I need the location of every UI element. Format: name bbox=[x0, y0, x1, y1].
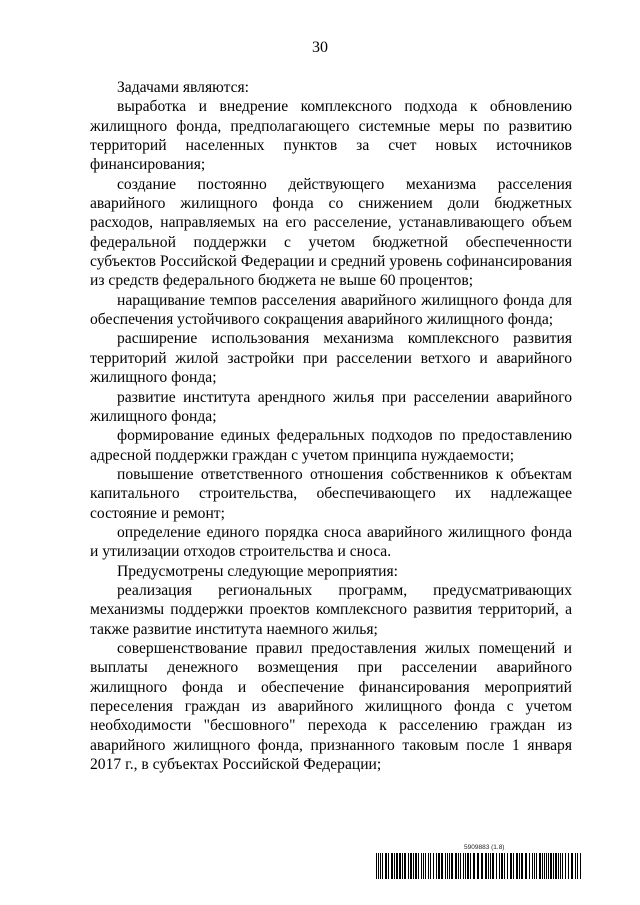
paragraph: выработка и внедрение комплексного подхода к обновлению жилищного фонда, предполагающего системные меры по развитию территорий населенных пунктов за счет новых источников финансирования; bbox=[90, 98, 572, 174]
paragraph: развитие института арендного жилья при расселении аварийного жилищного фонда; bbox=[90, 388, 572, 425]
page-number: 30 bbox=[312, 39, 328, 56]
paragraph-measures-heading: Предусмотрены следующие мероприятия: bbox=[117, 562, 399, 580]
document-body bbox=[90, 78, 572, 774]
paragraph: определение единого порядка сноса аварийного жилищного фонда и утилизации отходов строительства и сноса. bbox=[90, 523, 572, 561]
paragraph: расширение использования механизма комплексного развития территорий жилой застройки при расселении ветхого и аварийного жилищного фонда; bbox=[90, 330, 572, 387]
paragraph: создание постоянно действующего механизма расселения аварийного жилищного фонда со снижением доли бюджетных расходов, направляемых на его расселение, устанавливающего объем федеральной поддержки с учетом бюджетной обеспеченности субъектов Российской Федерации и средний уровень софинансирования из средств федерального бюджета не выше 60 процентов; bbox=[90, 175, 572, 290]
paragraph: повышение ответственного отношения собственников к объектам капитального строительства, обеспечивающего их надлежащее состояние и ремонт; bbox=[90, 465, 572, 522]
paragraph: совершенствование правил предоставления жилых помещений и выплаты денежного возмещения при расселении аварийного жилищного фонда и обеспечение финансирования мероприятий переселения граждан из аварийного жилищного фонда с учетом необходимости "бесшовного" перехода к расселению граждан из аварийного жилищного фонда, признанного таковым после 1 января 2017 г., в субъектах Российской Федерации; bbox=[90, 639, 572, 774]
paragraph-tasks-heading: Задачами являются: bbox=[117, 79, 249, 96]
document-code: 5909883 (1.8) bbox=[464, 844, 505, 851]
paragraph: наращивание темпов расселения аварийного жилищного фонда для обеспечения устойчивого сокращения аварийного жилищного фонда; bbox=[90, 291, 572, 329]
paragraph: реализация региональных программ, предусматривающих механизмы поддержки проектов комплексного развития территорий, а также развитие института наемного жилья; bbox=[90, 581, 572, 638]
barcode bbox=[376, 853, 583, 879]
paragraph: формирование единых федеральных подходов по предоставлению адресной поддержки граждан с учетом принципа нуждаемости; bbox=[90, 427, 572, 464]
